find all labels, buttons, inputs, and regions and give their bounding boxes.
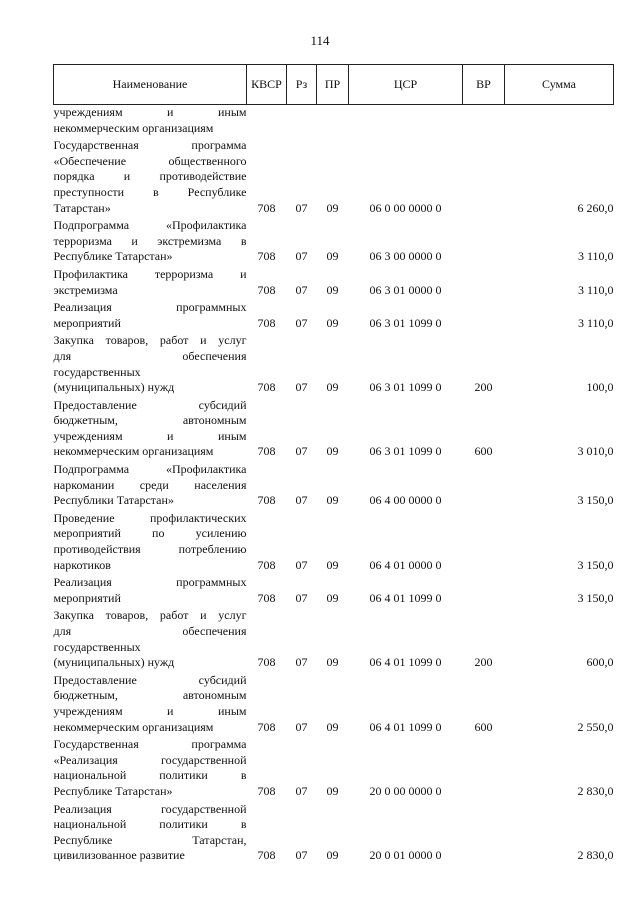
row-name-line: мероприятий по усилению: [53, 526, 247, 541]
row-kvsr-cell: 708: [257, 557, 276, 572]
row-rz-cell: 07: [295, 848, 308, 863]
table-row: [54, 333, 614, 397]
row-rz-cell: 07: [295, 282, 308, 297]
row-name-cell: [54, 138, 247, 218]
table-row: [54, 575, 614, 608]
row-pr-cell: 09: [326, 200, 339, 215]
row-csr-cell: 06 4 00 0000 0: [369, 493, 442, 508]
row-name-line: Подпрограмма «Профилактика: [53, 462, 247, 477]
row-name-line: Реализация программных: [53, 575, 247, 590]
row-name-line: бюджетным, автономным: [53, 413, 247, 428]
row-csr-cell: 20 0 01 0000 0: [369, 848, 442, 863]
row-vr-cell: 600: [474, 444, 493, 459]
row-name-line: Предоставление субсидий: [53, 397, 247, 412]
row-name-line: наркотиков: [53, 557, 111, 572]
row-vr-cell: [463, 218, 505, 267]
header-kvsr: КВСР: [247, 65, 287, 105]
row-rz-cell: [287, 105, 317, 139]
row-sum-cell: 3 110,0: [577, 282, 614, 297]
row-name-line: Реализация государственной: [53, 801, 247, 816]
row-pr-cell: 09: [326, 315, 339, 330]
row-name-line: Государственная программа: [53, 138, 247, 153]
row-pr-cell: 09: [326, 380, 339, 395]
row-name-line: государственных: [53, 364, 141, 379]
row-pr-cell: 09: [326, 249, 339, 264]
row-csr-cell: 06 4 01 0000 0: [369, 557, 442, 572]
row-sum-cell: 2 830,0: [577, 783, 614, 798]
row-name-line: учреждениям и иным: [53, 105, 247, 119]
row-name-line: (муниципальных) нужд: [53, 380, 175, 395]
row-name-cell: [54, 333, 247, 397]
row-kvsr-cell: [247, 105, 287, 139]
row-kvsr-cell: 708: [257, 315, 276, 330]
row-name-line: «Обеспечение общественного: [53, 153, 247, 168]
table-row: [54, 267, 614, 300]
table-row: [54, 300, 614, 333]
row-sum-cell: 3 150,0: [577, 493, 614, 508]
page-number: 114: [310, 33, 330, 48]
row-vr-cell: [463, 300, 505, 333]
row-sum-cell: 3 150,0: [577, 557, 614, 572]
row-kvsr-cell: 708: [257, 848, 276, 863]
table-row: [54, 511, 614, 575]
row-name-line: национальной политики в: [53, 817, 247, 832]
row-vr-cell: [463, 802, 505, 866]
row-csr-cell: 06 3 01 1099 0: [369, 315, 442, 330]
row-name-line: Республике Татарстан,: [53, 832, 247, 847]
row-name-cell: [54, 673, 247, 737]
row-pr-cell: 09: [326, 590, 339, 605]
row-csr-cell: 06 3 01 1099 0: [369, 380, 442, 395]
row-name-line: Профилактика терроризма и: [53, 266, 247, 281]
row-kvsr-cell: 708: [257, 444, 276, 459]
row-name-line: преступности в Республике: [53, 184, 247, 199]
row-vr-cell: 200: [474, 380, 493, 395]
row-kvsr-cell: 708: [257, 249, 276, 264]
row-rz-cell: 07: [295, 200, 308, 215]
row-name-cell: [54, 737, 247, 801]
row-pr-cell: 09: [326, 282, 339, 297]
header-vr: ВР: [463, 65, 505, 105]
row-csr-cell: [349, 105, 463, 139]
row-vr-cell: [463, 511, 505, 575]
table-body: [54, 105, 614, 866]
row-name-cell: [54, 267, 247, 300]
row-pr-cell: 09: [326, 444, 339, 459]
row-pr-cell: 09: [326, 655, 339, 670]
row-kvsr-cell: 708: [257, 590, 276, 605]
row-sum-cell: 2 830,0: [577, 848, 614, 863]
row-name-line: Закупка товаров, работ и услуг: [53, 333, 247, 348]
row-name-cell: [54, 511, 247, 575]
row-name-line: Реализация программных: [53, 300, 247, 315]
row-rz-cell: 07: [295, 557, 308, 572]
row-name-cell: [54, 300, 247, 333]
table-row: [54, 462, 614, 511]
table-row: [54, 105, 614, 139]
row-name-line: Предоставление субсидий: [53, 672, 247, 687]
table-row: [54, 218, 614, 267]
row-rz-cell: 07: [295, 493, 308, 508]
row-rz-cell: 07: [295, 655, 308, 670]
row-sum-cell: 3 110,0: [577, 315, 614, 330]
row-name-line: Республике Татарстан»: [53, 249, 173, 264]
row-sum-cell: 3 110,0: [577, 249, 614, 264]
row-kvsr-cell: 708: [257, 282, 276, 297]
row-kvsr-cell: 708: [257, 719, 276, 734]
row-name-line: учреждениям и иным: [53, 428, 247, 443]
row-name-line: Подпрограмма «Профилактика: [53, 218, 247, 233]
row-sum-cell: 3 150,0: [577, 590, 614, 605]
row-name-cell: [54, 462, 247, 511]
row-pr-cell: 09: [326, 848, 339, 863]
row-name-line: некоммерческим организациям: [53, 120, 214, 135]
row-pr-cell: 09: [326, 783, 339, 798]
row-name-cell: [54, 608, 247, 672]
row-vr-cell: 600: [474, 719, 493, 734]
row-name-line: наркомании среди населения: [53, 477, 247, 492]
row-name-line: Татарстан»: [53, 200, 111, 215]
row-name-line: порядка и противодействие: [53, 169, 247, 184]
row-name-line: противодействия потреблению: [53, 542, 247, 557]
row-vr-cell: [463, 267, 505, 300]
row-name-line: некоммерческим организациям: [53, 719, 214, 734]
row-vr-cell: [463, 462, 505, 511]
row-name-line: цивилизованное развитие: [53, 848, 185, 863]
table-row: [54, 608, 614, 672]
row-name-line: Закупка товаров, работ и услуг: [53, 608, 247, 623]
budget-table: [53, 64, 614, 866]
row-name-line: экстремизма: [53, 282, 118, 297]
row-name-line: для обеспечения: [53, 348, 247, 363]
row-csr-cell: 06 4 01 1099 0: [369, 655, 442, 670]
row-pr-cell: 09: [326, 493, 339, 508]
row-name-cell: [54, 575, 247, 608]
row-name-line: (муниципальных) нужд: [53, 655, 175, 670]
row-name-line: национальной политики в: [53, 768, 247, 783]
row-name-cell: [54, 802, 247, 866]
row-kvsr-cell: 708: [257, 783, 276, 798]
row-name-line: для обеспечения: [53, 624, 247, 638]
row-name-line: Проведение профилактических: [53, 510, 247, 525]
row-rz-cell: 07: [295, 783, 308, 798]
row-vr-cell: [463, 105, 505, 139]
table-row: [54, 138, 614, 218]
row-kvsr-cell: 708: [257, 380, 276, 395]
header-sum: Сумма: [505, 65, 614, 105]
row-rz-cell: 07: [295, 590, 308, 605]
row-kvsr-cell: 708: [257, 655, 276, 670]
table-row: [54, 673, 614, 737]
row-vr-cell: [463, 737, 505, 801]
header-pr: ПР: [317, 65, 349, 105]
row-name-line: терроризма и экстремизма в: [53, 233, 247, 248]
table-row: [54, 398, 614, 462]
row-pr-cell: 09: [326, 557, 339, 572]
row-pr-cell: 09: [326, 719, 339, 734]
row-name-cell: [54, 398, 247, 462]
row-name-line: «Реализация государственной: [53, 752, 247, 767]
row-name-line: Республики Татарстан»: [53, 493, 174, 508]
header-name: Наименование: [54, 65, 247, 105]
row-sum-cell: 2 550,0: [577, 719, 614, 734]
row-vr-cell: [463, 575, 505, 608]
row-name-line: Республике Татарстан»: [53, 783, 173, 798]
row-name-line: государственных: [53, 639, 141, 654]
row-csr-cell: 06 0 00 0000 0: [369, 200, 442, 215]
row-name-line: некоммерческим организациям: [53, 444, 214, 459]
table-row: [54, 802, 614, 866]
row-name-line: учреждениям и иным: [53, 703, 247, 718]
row-name-cell: [54, 218, 247, 267]
row-name-cell: [54, 105, 247, 139]
row-name-line: мероприятий: [53, 315, 121, 330]
row-vr-cell: 200: [474, 655, 493, 670]
row-csr-cell: 06 3 00 0000 0: [369, 249, 442, 264]
row-rz-cell: 07: [295, 380, 308, 395]
row-kvsr-cell: 708: [257, 200, 276, 215]
row-csr-cell: 06 4 01 1099 0: [369, 719, 442, 734]
row-sum-cell: 6 260,0: [577, 200, 614, 215]
row-csr-cell: 06 3 01 0000 0: [369, 282, 442, 297]
table-header-row: [54, 65, 614, 105]
row-csr-cell: 06 4 01 1099 0: [369, 590, 442, 605]
row-kvsr-cell: 708: [257, 493, 276, 508]
row-rz-cell: 07: [295, 315, 308, 330]
row-pr-cell: [317, 105, 349, 139]
row-name-line: мероприятий: [53, 590, 121, 605]
header-csr: ЦСР: [349, 65, 463, 105]
row-sum-cell: [505, 105, 614, 139]
row-sum-cell: 100,0: [586, 380, 614, 395]
row-csr-cell: 06 3 01 1099 0: [369, 444, 442, 459]
row-rz-cell: 07: [295, 249, 308, 264]
row-vr-cell: [463, 138, 505, 218]
row-csr-cell: 20 0 00 0000 0: [369, 783, 442, 798]
row-rz-cell: 07: [295, 719, 308, 734]
row-sum-cell: 600,0: [586, 655, 614, 670]
row-name-line: Государственная программа: [53, 737, 247, 752]
header-rz: Рз: [287, 65, 317, 105]
table-row: [54, 737, 614, 801]
row-rz-cell: 07: [295, 444, 308, 459]
row-name-line: бюджетным, автономным: [53, 688, 247, 703]
row-sum-cell: 3 010,0: [577, 444, 614, 459]
